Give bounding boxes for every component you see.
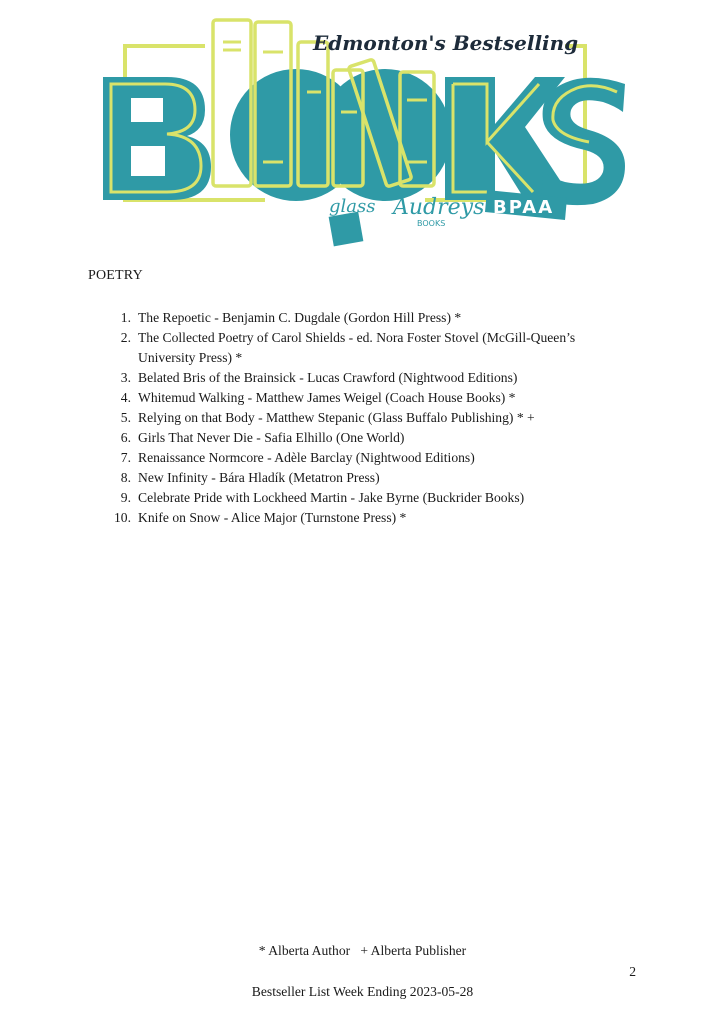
svg-text:BOOKS: BOOKS bbox=[417, 219, 446, 228]
list-number: 10. bbox=[114, 510, 131, 525]
book-entry: The Collected Poetry of Carol Shields - ed. Nora Foster Stovel (McGill-Queen’s University Press) * bbox=[138, 330, 576, 365]
letter-s bbox=[541, 78, 625, 205]
book-entry: Belated Bris of the Brainsick - Lucas Crawford (Nightwood Editions) bbox=[138, 370, 518, 385]
list-number: 8. bbox=[120, 470, 131, 485]
book-entry: Whitemud Walking - Matthew James Weigel (Coach House Books) * bbox=[138, 390, 516, 405]
book-entry: Celebrate Pride with Lockheed Martin - Jake Byrne (Buckrider Books) bbox=[138, 490, 525, 505]
bestseller-list bbox=[107, 308, 612, 528]
footer: Bestseller List Week Ending 2023-05-28 bbox=[251, 984, 474, 999]
list-item bbox=[107, 368, 612, 388]
list-item bbox=[107, 488, 612, 508]
list-item bbox=[107, 448, 612, 468]
legend: * Alberta Author + Alberta Publisher bbox=[258, 943, 467, 958]
letter-b bbox=[103, 77, 211, 200]
logo-tagline: Edmonton's Bestselling bbox=[313, 31, 579, 55]
svg-text:BPAA: BPAA bbox=[493, 197, 555, 218]
logo-graphic bbox=[95, 12, 630, 252]
list-item bbox=[107, 408, 612, 428]
svg-text:glass: glass bbox=[329, 196, 376, 217]
list-number: 3. bbox=[120, 370, 131, 385]
list-number: 4. bbox=[120, 390, 131, 405]
book-entry: Knife on Snow - Alice Major (Turnstone Press) * bbox=[138, 510, 407, 525]
list-item bbox=[107, 308, 612, 328]
list-number: 6. bbox=[120, 430, 131, 445]
list-number: 5. bbox=[120, 410, 131, 425]
list-number: 2. bbox=[120, 330, 131, 345]
list-item bbox=[107, 388, 612, 408]
logo bbox=[95, 12, 630, 252]
list-number: 7. bbox=[120, 450, 131, 465]
svg-text:Audreys: Audreys bbox=[393, 195, 485, 220]
section-heading: POETRY bbox=[88, 268, 143, 283]
book-entry: New Infinity - Bára Hladík (Metatron Press) bbox=[138, 470, 380, 485]
book-entry: Relying on that Body - Matthew Stepanic (Glass Buffalo Publishing) * + bbox=[138, 410, 535, 425]
list-item bbox=[107, 468, 612, 488]
glass-bookshop-logo bbox=[329, 196, 376, 246]
book-entry: Girls That Never Die - Safia Elhillo (One World) bbox=[138, 430, 405, 445]
list-number: 9. bbox=[120, 490, 131, 505]
book-entry: The Repoetic - Benjamin C. Dugdale (Gordon Hill Press) * bbox=[138, 310, 462, 325]
list-number: 1. bbox=[120, 310, 131, 325]
list-item bbox=[107, 428, 612, 448]
list-item bbox=[107, 508, 612, 528]
audreys-books-logo bbox=[391, 195, 484, 228]
book-entry: Renaissance Normcore - Adèle Barclay (Nightwood Editions) bbox=[138, 450, 475, 465]
list-item bbox=[107, 328, 612, 368]
page-number: 2 bbox=[629, 964, 636, 979]
